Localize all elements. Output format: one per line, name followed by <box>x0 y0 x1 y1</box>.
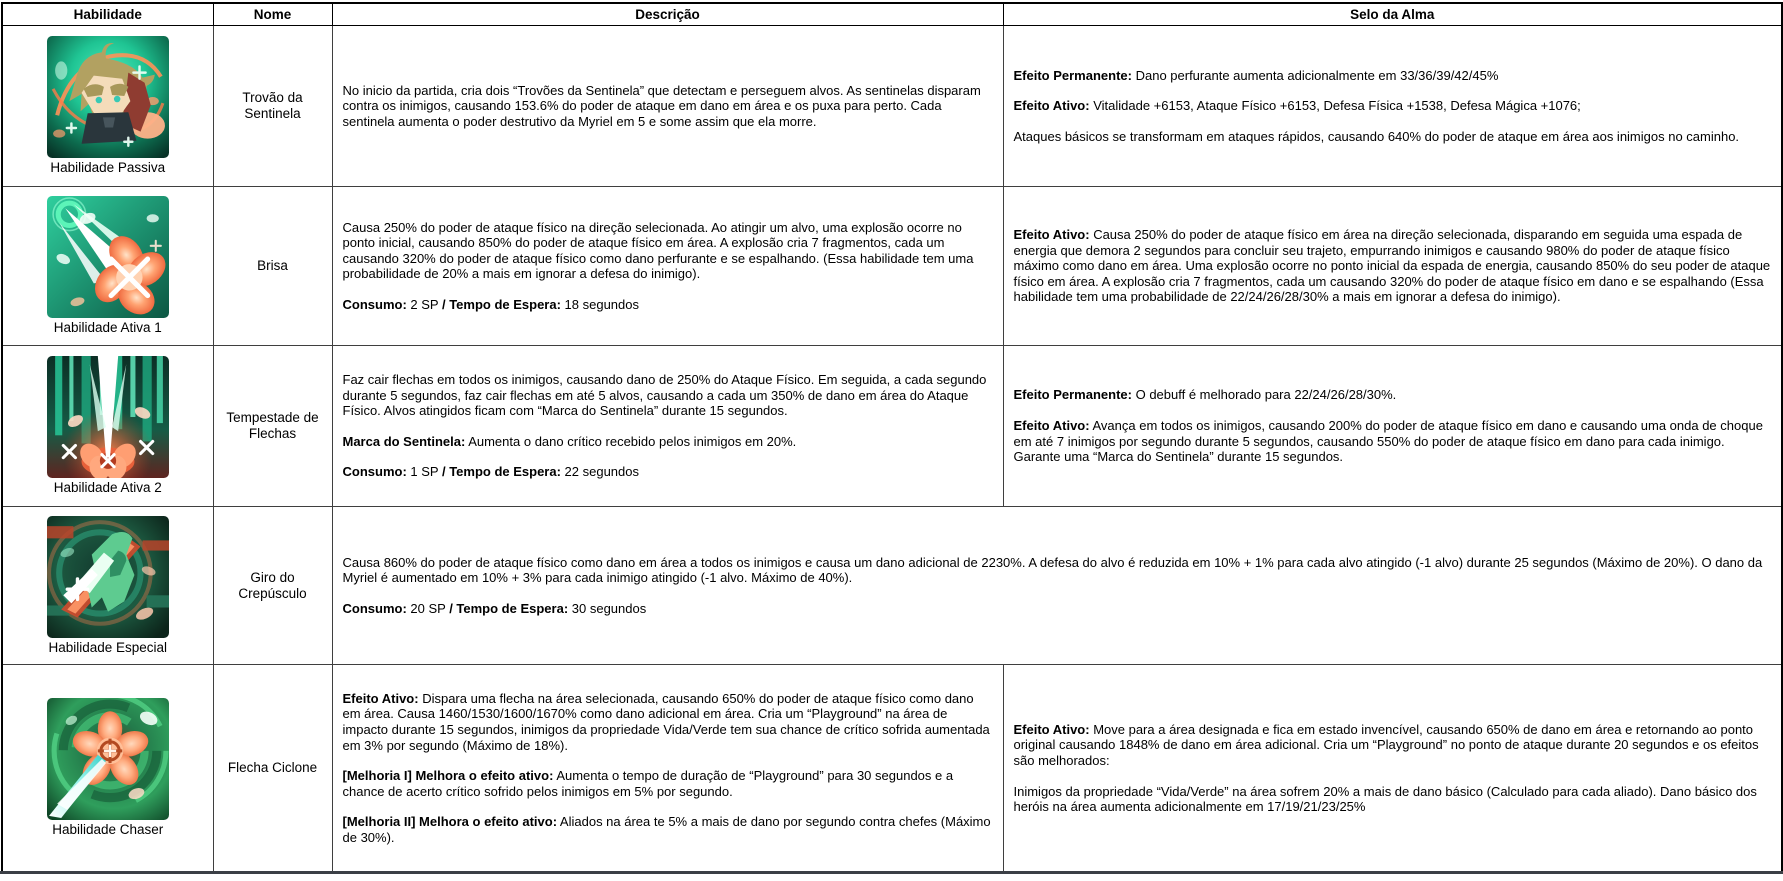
paragraph: Efeito Ativo: Vitalidade +6153, Ataque Físico +6153, Defesa Física +1538, Defesa Mágica +1076; <box>1013 98 1581 114</box>
soul-seal-cell <box>1003 26 1782 187</box>
paragraph: Consumo: 1 SP / Tempo de Espera: 22 segundos <box>342 464 640 480</box>
ability-description-cell <box>332 507 1782 665</box>
paragraph: Faz cair flechas em todos os inimigos, causando dano de 250% do Ataque Físico. Em seguida, a cada segundo durante 5 segundos, faz cair flechas em até 5 alvos, causando a cada um 350% de dano em área do Ataque Físico. Alvos atingidos ficam com “Marca do Sentinela” durante 15 segundos. <box>342 372 987 419</box>
soul-seal-text <box>1014 68 1772 145</box>
table-row <box>2 665 1782 873</box>
table-row <box>2 26 1782 187</box>
table-row <box>2 187 1782 346</box>
ability-name-cell: Giro do Crepúsculo <box>213 507 332 665</box>
ability-name-cell: Trovão da Sentinela <box>213 26 332 187</box>
paragraph: Efeito Ativo: Avança em todos os inimigos, causando 200% do poder de ataque físico em dano e causando uma onda de choque em até 7 inimigos por segundo durante 5 segundos, causando 550% do poder de ataque físico em dano para cada inimigo. Garante uma “Marca do Sentinela” durante 15 segundos. <box>1013 417 1763 465</box>
ability-name-cell: Flecha Ciclone <box>213 665 332 873</box>
paragraph: Efeito Ativo: Dispara uma flecha na área selecionada, causando 650% do poder de ataque físico como dano em área. Causa 1460/1530/1600/1670% como dano adicional em área. Cria um “Playground” na área de impacto durante 15 segundos, inimigos da propriedade Vida/Verde tem sua chance de crítico sofrida aumentada em 3% por segundo (Máximo de 18%). <box>342 690 990 753</box>
soul-seal-text <box>1014 227 1772 305</box>
header-descricao: Descrição <box>332 3 1003 26</box>
paragraph: Causa 860% do poder de ataque físico como dano em área a todos os inimigos e causa um dano adicional de 2230%. A defesa do alvo é reduzida em 10% + 1% para cada alvo atingido (-1 alvo) durante 25 segundos (Máximo de 20%). O dano da Myriel é aumentado em 10% + 3% para cada inimigo atingido (-1 alvo. Máximo de 40%). <box>342 554 1763 586</box>
paragraph: No inicio da partida, cria dois “Trovões da Sentinela” que detectam e perseguem alvos. As sentinelas disparam contra os inimigos, causando 153.6% do poder de ataque em dano em área e os puxa para perto. Cada sentinela aumenta o poder destrutivo da Myriel em 5 e some assim que ela morre. <box>342 82 981 129</box>
habilidade-passiva-icon <box>47 36 169 158</box>
header-habilidade: Habilidade <box>2 3 213 26</box>
ability-description <box>343 83 993 130</box>
bottom-rule <box>0 871 1783 874</box>
paragraph: Efeito Ativo: Move para a área designada e fica em estado invencível, causando 650% de dano em área e retornando ao ponto original causando 1848% de dano em área adicional. Cria um “Playground” no ponto de ataque durante 20 segundos e os efeitos são melhorados: <box>1013 721 1759 768</box>
ability-description <box>343 372 993 480</box>
soul-seal-cell <box>1003 665 1782 873</box>
ability-description-cell <box>332 346 1003 507</box>
paragraph: Efeito Permanente: O debuff é melhorado para 22/24/26/28/30%. <box>1013 387 1397 403</box>
header-row <box>2 3 1782 26</box>
ability-name-cell: Tempestade de Flechas <box>213 346 332 507</box>
soul-seal-cell <box>1003 187 1782 346</box>
abilities-table-body <box>2 26 1782 873</box>
habilidade-ativa-2-icon <box>47 356 169 478</box>
header-nome: Nome <box>213 3 332 26</box>
paragraph: Causa 250% do poder de ataque físico na direção selecionada. Ao atingir um alvo, uma explosão ocorre no ponto inicial, causando 850% do poder de ataque físico em área. A explosão cria 7 fragmentos, cada um causando 320% do poder de ataque físico como dano perfurante e se espalhando. (Essa habilidade tem uma probabilidade de 20% a mais em ignorar a defesa do inimigo). <box>342 219 974 282</box>
paragraph: Consumo: 20 SP / Tempo de Espera: 30 segundos <box>342 600 647 616</box>
soul-seal-text <box>1014 722 1772 815</box>
ability-slot-label: Habilidade Ativa 2 <box>53 480 162 496</box>
habilidade-especial-icon <box>47 516 169 638</box>
soul-seal-text <box>1014 387 1772 464</box>
habilidade-ativa-1-icon <box>47 196 169 318</box>
ability-cell <box>2 187 213 346</box>
ability-cell <box>2 346 213 507</box>
ability-description <box>343 555 1772 617</box>
soul-seal-cell <box>1003 346 1782 507</box>
header-selo-da-alma: Selo da Alma <box>1003 3 1782 26</box>
ability-description-cell <box>332 26 1003 187</box>
ability-cell <box>2 507 213 665</box>
paragraph: Consumo: 2 SP / Tempo de Espera: 18 segundos <box>342 296 640 312</box>
paragraph: [Melhoria I] Melhora o efeito ativo: Aumenta o tempo de duração de “Playground” para 30 segundos e a chance de acerto crítico sofrido pelos inimigos em 5% por segundo. <box>342 768 954 799</box>
paragraph: [Melhoria II] Melhora o efeito ativo: Aliados na área te 5% a mais de dano por segundo contra chefes (Máximo de 30%). <box>342 814 991 846</box>
ability-name-cell: Brisa <box>213 187 332 346</box>
ability-description <box>343 220 993 313</box>
ability-slot-label: Habilidade Especial <box>48 639 168 655</box>
paragraph: Efeito Permanente: Dano perfurante aumenta adicionalmente em 33/36/39/42/45% <box>1013 67 1499 83</box>
table-header <box>2 3 1782 26</box>
paragraph: Inimigos da propriedade “Vida/Verde” na área sofrem 20% a mais de dano básico (Calculado para cada aliado). Dano básico dos heróis na área aumenta adicionalmente em 17/19/21/23/25% <box>1013 783 1757 815</box>
ability-description-cell <box>332 665 1003 873</box>
paragraph: Ataques básicos se transformam em ataques rápidos, causando 640% do poder de ataque em área aos inimigos no caminho. <box>1013 128 1740 144</box>
table-row <box>2 346 1782 507</box>
ability-description-cell <box>332 187 1003 346</box>
ability-cell <box>2 26 213 187</box>
ability-slot-label: Habilidade Chaser <box>52 822 164 838</box>
habilidade-chaser-icon <box>47 698 169 820</box>
paragraph: Marca do Sentinela: Aumenta o dano crítico recebido pelos inimigos em 20%. <box>342 433 797 449</box>
table-row <box>2 507 1782 665</box>
ability-cell <box>2 665 213 873</box>
paragraph: Efeito Ativo: Causa 250% do poder de ataque físico em área na direção selecionada, disparando em seguida uma espada de energia que demora 2 segundos para concluir seu trajeto, empurrando inimigos e causando 980% do poder de ataque físico máximo como dano em área. Uma explosão ocorre no ponto inicial da espada de energia, causando 850% do seu poder de ataque físico em área. A explosão cria 7 fragmentos, cada um causando 320% do poder de ataque físico em dano e se espalhando (Essa habilidade tem uma probabilidade de 22/24/26/28/30% a mais em ignorar a defesa do inimigo). <box>1013 227 1771 305</box>
ability-description <box>343 691 993 846</box>
ability-slot-label: Habilidade Passiva <box>50 160 166 176</box>
ability-slot-label: Habilidade Ativa 1 <box>53 320 162 336</box>
abilities-table <box>1 2 1783 874</box>
